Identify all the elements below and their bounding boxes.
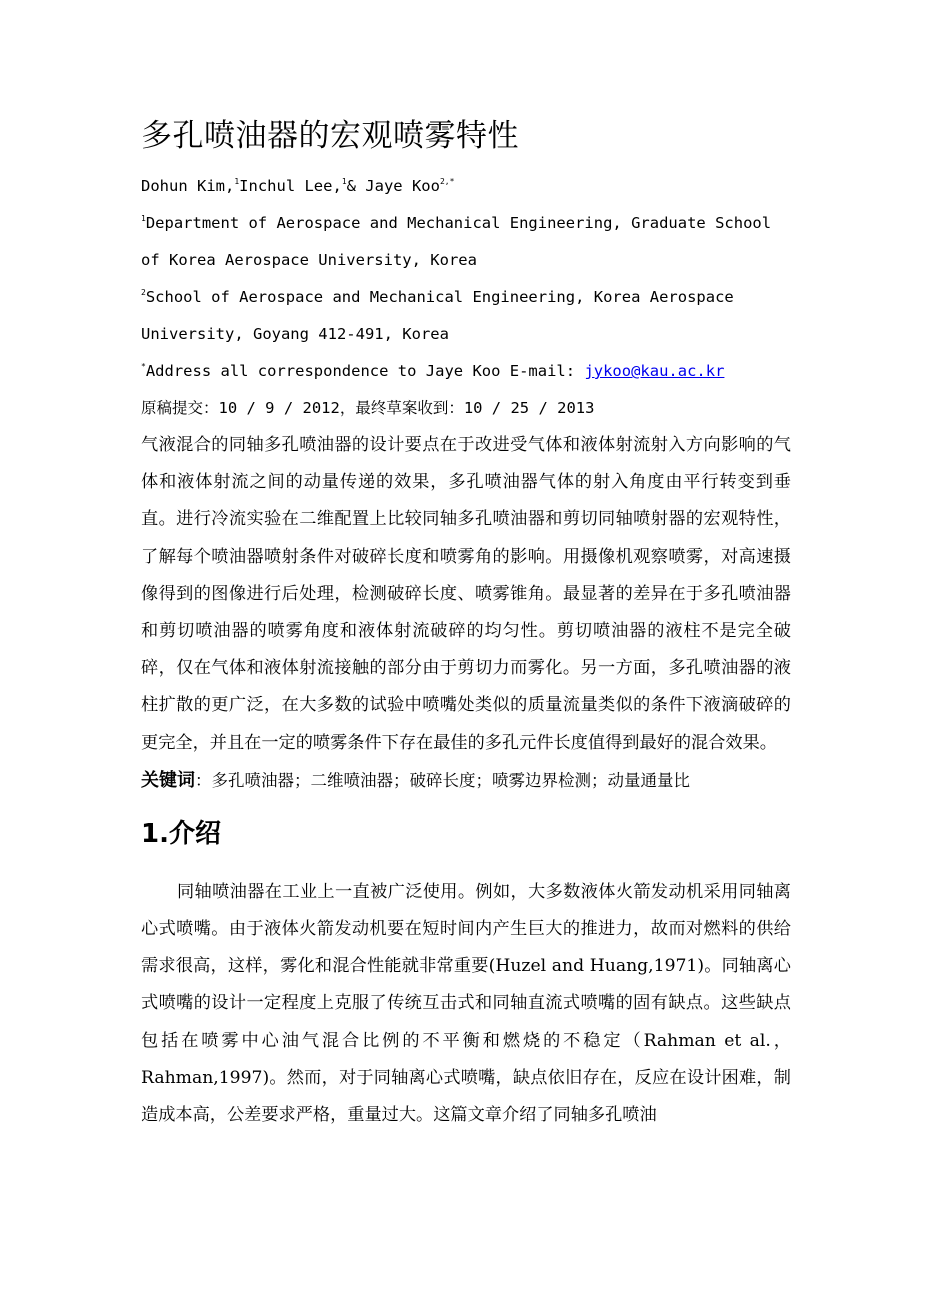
correspondence-marker: *: [141, 362, 146, 371]
keywords-list: ：多孔喷油器；二维喷油器；破碎长度；喷雾边界检测；动量通量比: [195, 770, 690, 790]
affiliation-1-line-2: of Korea Aerospace University, Korea: [141, 251, 477, 269]
author-lee-affil: 1: [341, 177, 347, 186]
author-lee: Inchul Lee,: [239, 177, 342, 195]
keywords-label: 关键词: [141, 769, 195, 791]
affiliation-2-marker: 2: [141, 288, 146, 297]
author-koo-affil: 2,*: [439, 177, 455, 186]
author-koo: & Jaye Koo: [346, 177, 440, 195]
author-kim: Dohun Kim,: [141, 177, 235, 195]
paper-page: [141, 112, 791, 1134]
affiliation-1-marker: 1: [141, 214, 146, 223]
introduction-paragraph: 同轴喷油器在工业上一直被广泛使用。例如，大多数液体火箭发动机采用同轴离心式喷嘴。由于液体火箭发动机要在短时间内产生巨大的推进力，故而对燃料的供给需求很高，这样，雾化和混合性能就非常重要(Huzel and Huang,1971)。同轴离心式喷嘴的设计一定程度上克服了传统互击式和同轴直流式喷嘴的固有缺点。这些缺点包括在喷雾中心油气混合比例的不平衡和燃烧的不稳定（Rahman et al.，Rahman,1997)。然而，对于同轴离心式喷嘴，缺点依旧存在，反应在设计困难，制造成本高，公差要求严格，重量过大。这篇文章介绍了同轴多孔喷油: [141, 881, 791, 1126]
correspondence-line: [141, 353, 791, 390]
abstract-text: 气液混合的同轴多孔喷油器的设计要点在于改进受气体和液体射流射入方向影响的气体和液体射流之间的动量传递的效果，多孔喷油器气体的射入角度由平行转变到垂直。进行冷流实验在二维配置上比较同轴多孔喷油器和剪切同轴喷射器的宏观特性，了解每个喷油器喷射条件对破碎长度和喷雾角的影响。用摄像机观察喷雾，对高速摄像得到的图像进行后处理，检测破碎长度、喷雾锥角。最显著的差异在于多孔喷油器和剪切喷油器的喷雾角度和液体射流破碎的均匀性。剪切喷油器的液柱不是完全破碎，仅在气体和液体射流接触的部分由于剪切力而雾化。另一方面，多孔喷油器的液柱扩散的更广泛，在大多数的试验中喷嘴处类似的质量流量类似的条件下液滴破碎的更完全，并且在一定的喷雾条件下存在最佳的多孔元件长度值得到最好的混合效果。: [141, 435, 791, 753]
affiliation-2-line-1: [141, 279, 791, 316]
correspondence-text: Address all correspondence to Jaye Koo E-mail:: [145, 362, 585, 380]
paper-title: 多孔喷油器的宏观喷雾特性: [141, 118, 519, 154]
email-link[interactable]: jykoo@kau.ac.kr: [584, 362, 725, 380]
author-line: [141, 168, 791, 205]
submission-dates: 原稿提交：10 / 9 / 2012，最终草案收到：10 / 25 / 2013: [141, 399, 595, 417]
affiliation-1-text-1: Department of Aerospace and Mechanical Engineering, Graduate School: [145, 214, 772, 232]
author-kim-affil: 1: [234, 177, 240, 186]
affiliation-1-line-1: [141, 205, 791, 242]
affiliation-2-line-2: University, Goyang 412-491, Korea: [141, 325, 449, 343]
section-heading-introduction: 1.介绍: [141, 818, 221, 849]
keywords-line: [141, 762, 791, 800]
affiliation-2-text-1: School of Aerospace and Mechanical Engineering, Korea Aerospace: [145, 288, 734, 306]
